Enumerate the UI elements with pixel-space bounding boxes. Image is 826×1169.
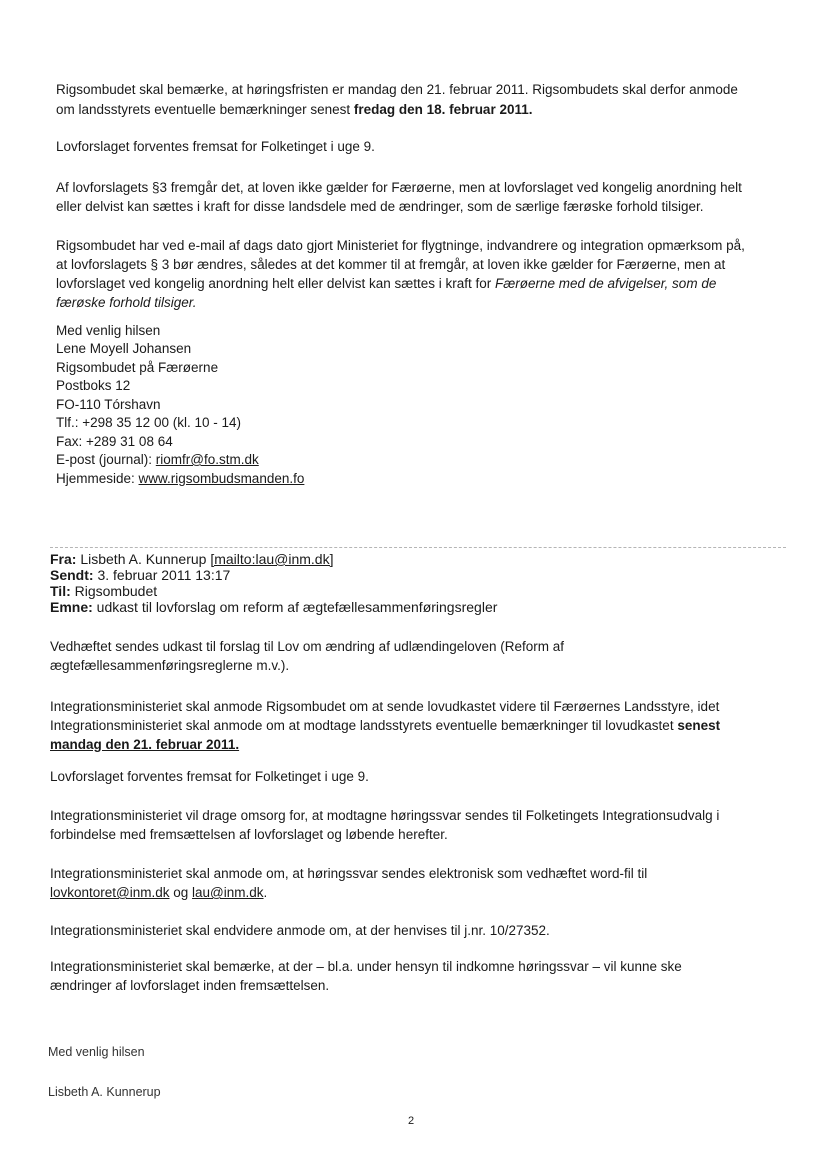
sent-value: 3. februar 2011 13:17 (93, 567, 231, 583)
from-label: Fra: (50, 551, 77, 567)
signature-web-line (56, 470, 304, 489)
web-label: Hjemmeside: (56, 471, 139, 486)
mailto-link[interactable]: [mailto:lau@inm.dk] (210, 551, 334, 567)
paragraph-line: eller delvist kan sættes i kraft for disse landsdele med de ændringer, som de særlige færøske forhold tilsiger. (56, 199, 704, 214)
website-link[interactable]: www.rigsombudsmanden.fo (138, 471, 305, 486)
email-separator (50, 547, 786, 548)
signature-email-line (56, 451, 259, 470)
sent-label: Sendt: (50, 567, 94, 583)
body-line: Integrationsministeriet vil drage omsorg for, at modtagne høringssvar sendes til Folketingets Integrationsudvalg i (50, 808, 720, 823)
paragraph-line (56, 293, 197, 312)
body-line: Lovforslaget forventes fremsat for Folketinget i uge 9. (50, 769, 369, 784)
paragraph-line: at lovforslagets § 3 bør ændres, således at det kommer til at fremgår, at loven ikke gælder for Færøerne, men at (56, 257, 726, 272)
paragraph-line: Lovforslaget forventes fremsat for Folketinget i uge 9. (56, 139, 375, 154)
signature-org: Rigsombudet på Færøerne (56, 360, 219, 375)
paragraph-line: Rigsombudet har ved e-mail af dags dato gjort Ministeriet for flygtninge, indvandrere og integration opmærksom på, (56, 238, 745, 253)
text-span: lovforslaget ved kongelig anordning helt eller delvist kan sættes i kraft for (56, 276, 495, 291)
signature-fax: Fax: +289 31 08 64 (56, 434, 173, 449)
to-value: Rigsombudet (70, 583, 158, 599)
text-span: Integrationsministeriet skal anmode om at modtage landsstyrets eventuelle bemærkninger til lovudkastet (50, 718, 678, 733)
to-line (50, 583, 157, 599)
from-value: Lisbeth A. Kunnerup (76, 551, 211, 567)
body-line (50, 735, 239, 754)
to-label: Til: (50, 583, 71, 599)
email-link[interactable]: lovkontoret@inm.dk (50, 885, 170, 900)
deadline-date: fredag den 18. februar 2011. (353, 102, 533, 117)
page-number: 2 (408, 1115, 415, 1127)
closing-greeting: Med venlig hilsen (48, 1045, 145, 1059)
signature-tel: Tlf.: +298 35 12 00 (kl. 10 - 14) (56, 415, 241, 430)
text-span: om landsstyrets eventuelle bemærkninger senest (56, 102, 354, 117)
body-line: forbindelse med fremsættelsen af lovforslaget og løbende herefter. (50, 827, 448, 842)
body-line: Integrationsministeriet skal bemærke, at der – bl.a. under hensyn til indkomne høringssvar – vil kunne ske (50, 959, 682, 974)
body-line (50, 716, 720, 735)
body-line: ændringer af lovforslaget inden fremsættelsen. (50, 978, 330, 993)
italic-text: Færøerne med de afvigelser, som de (494, 276, 717, 291)
email-link[interactable]: lau@inm.dk (192, 885, 264, 900)
signature-greeting: Med venlig hilsen (56, 323, 161, 338)
body-line: Integrationsministeriet skal endvidere anmode om, at der henvises til j.nr. 10/27352. (50, 923, 550, 938)
subject-line (50, 599, 497, 615)
signature-city: FO-110 Tórshavn (56, 397, 161, 412)
body-line: ægtefællesammenføringsreglerne m.v.). (50, 658, 290, 673)
text-span: og (169, 885, 193, 900)
signature-box: Postboks 12 (56, 378, 131, 393)
closing-name: Lisbeth A. Kunnerup (48, 1085, 161, 1099)
paragraph-line: Af lovforslagets §3 fremgår det, at loven ikke gælder for Færøerne, men at lovforslaget ved kongelig anordning helt (56, 180, 742, 195)
body-line: Integrationsministeriet skal anmode om, at høringssvar sendes elektronisk som vedhæftet word-fil til (50, 866, 648, 881)
body-line (50, 883, 267, 902)
subject-value: udkast til lovforslag om reform af ægtefællesammenføringsregler (92, 599, 498, 615)
sent-line (50, 567, 230, 583)
bold-text: senest (677, 718, 721, 733)
deadline-date: mandag den 21. februar 2011. (50, 737, 240, 752)
from-line (50, 551, 333, 567)
email-link[interactable]: riomfr@fo.stm.dk (155, 452, 259, 467)
text-span: . (263, 885, 268, 900)
paragraph-line: Rigsombudet skal bemærke, at høringsfristen er mandag den 21. februar 2011. Rigsombudets skal derfor anmode (56, 82, 738, 97)
body-line: Vedhæftet sendes udkast til forslag til Lov om ændring af udlændingeloven (Reform af (50, 639, 565, 654)
italic-text: færøske forhold tilsiger. (56, 295, 197, 310)
paragraph-line (56, 274, 716, 293)
email-label: E-post (journal): (56, 452, 156, 467)
signature-name: Lene Moyell Johansen (56, 341, 192, 356)
paragraph-line (56, 100, 533, 119)
subject-label: Emne: (50, 599, 93, 615)
body-line: Integrationsministeriet skal anmode Rigsombudet om at sende lovudkastet videre til Færøernes Landsstyre, idet (50, 699, 720, 714)
